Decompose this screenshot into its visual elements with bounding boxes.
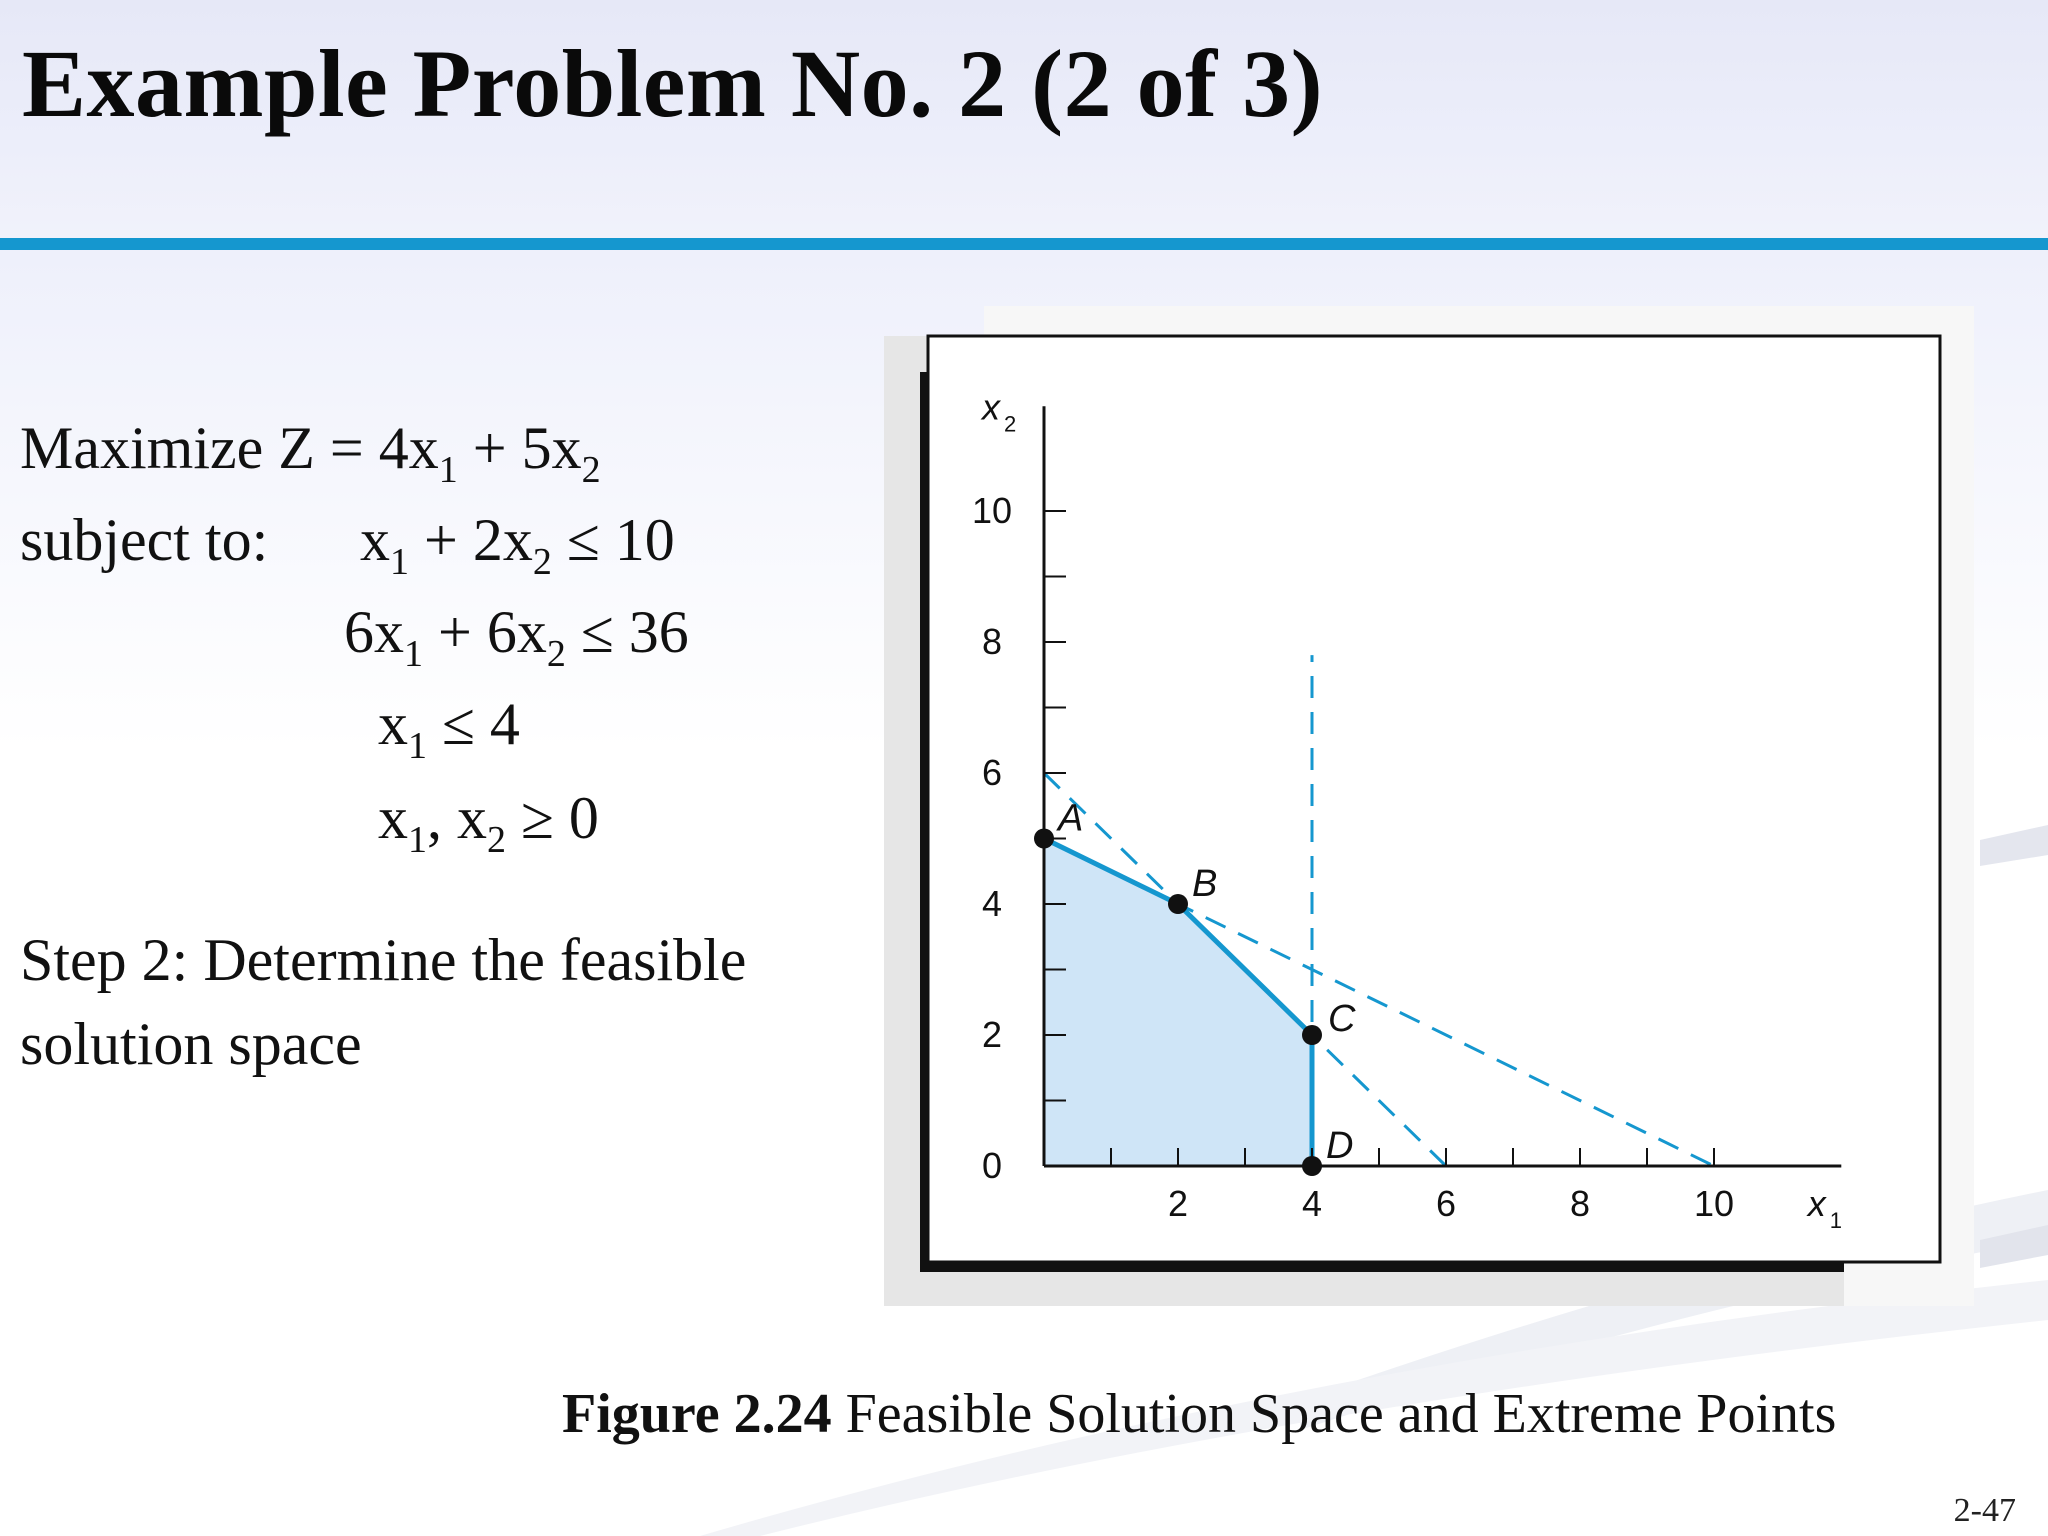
- page-number: 2-47: [1953, 1492, 2016, 1529]
- c1-s1: 1: [390, 541, 409, 583]
- x-tick-label-6: 6: [1435, 1183, 1457, 1224]
- x-tick-label-4: 4: [1301, 1183, 1323, 1224]
- c1-a: x: [360, 507, 390, 573]
- c1-c: ≤ 10: [551, 507, 675, 573]
- feasible-region-chart: [884, 306, 1974, 1306]
- x-tick-label-2: 2: [1167, 1183, 1189, 1224]
- point-label-A: A: [1058, 797, 1084, 840]
- figure: [884, 306, 1974, 1306]
- caption-label: Figure 2.24: [562, 1383, 832, 1445]
- c4-s2: 2: [487, 819, 506, 861]
- step-text: [20, 918, 746, 1086]
- y-tick-label-4: 4: [981, 883, 1003, 924]
- caption-text: Feasible Solution Space and Extreme Points: [831, 1383, 1837, 1445]
- y-axis-label-sub: 2: [1004, 411, 1017, 437]
- x-axis-label-sub: 1: [1829, 1208, 1843, 1233]
- y-tick-label-0: 0: [981, 1145, 1003, 1186]
- objective-function: [20, 414, 601, 491]
- c3-a: x: [378, 691, 408, 757]
- point-label-C: C: [1328, 998, 1356, 1040]
- constraint-nonneg: [378, 784, 599, 861]
- c2-b: + 6x: [423, 599, 547, 665]
- extreme-point-D: [1302, 1156, 1322, 1176]
- c4-c: ≥ 0: [506, 785, 599, 851]
- step-line-2: solution space: [20, 1011, 362, 1077]
- extreme-point-A: [1034, 829, 1054, 849]
- objective-mid: + 5x: [457, 415, 582, 481]
- objective-prefix: Maximize Z = 4x: [20, 415, 439, 481]
- figure-caption: [562, 1382, 1836, 1446]
- y-tick-label-10: 10: [971, 490, 1013, 531]
- c3-b: ≤ 4: [427, 691, 520, 757]
- step-line-1: Step 2: Determine the feasible: [20, 927, 747, 993]
- c2-a: 6x: [344, 599, 404, 665]
- objective-sub2: 2: [581, 449, 601, 491]
- c4-b: , x: [427, 785, 487, 851]
- x-tick-label-10: 10: [1693, 1183, 1735, 1224]
- x-tick-label-8: 8: [1569, 1183, 1591, 1224]
- c2-s2: 2: [546, 633, 566, 675]
- title-rule: [0, 238, 2048, 250]
- c4-s1: 1: [408, 819, 427, 861]
- c4-a: x: [378, 785, 408, 851]
- extreme-point-C: [1302, 1025, 1322, 1045]
- point-label-D: D: [1326, 1125, 1354, 1167]
- extreme-point-B: [1168, 894, 1188, 914]
- y-tick-label-6: 6: [981, 752, 1003, 793]
- subject-to-label: subject to:: [20, 507, 269, 573]
- objective-sub1: 1: [438, 449, 458, 491]
- c3-s1: 1: [408, 725, 427, 767]
- constraint-1: [360, 506, 675, 583]
- slide-title: Example Problem No. 2 (2 of 3): [22, 30, 1324, 137]
- c2-c: ≤ 36: [565, 599, 689, 665]
- x-axis-label: x: [1807, 1183, 1826, 1224]
- y-tick-label-2: 2: [981, 1014, 1003, 1055]
- c1-b: + 2x: [409, 507, 533, 573]
- y-axis-label: x: [982, 386, 1000, 428]
- point-label-B: B: [1192, 863, 1218, 905]
- constraint-3: [378, 690, 520, 767]
- c2-s1: 1: [404, 633, 423, 675]
- constraint-2: [344, 598, 689, 675]
- y-tick-label-8: 8: [981, 621, 1003, 662]
- c1-s2: 2: [532, 541, 552, 583]
